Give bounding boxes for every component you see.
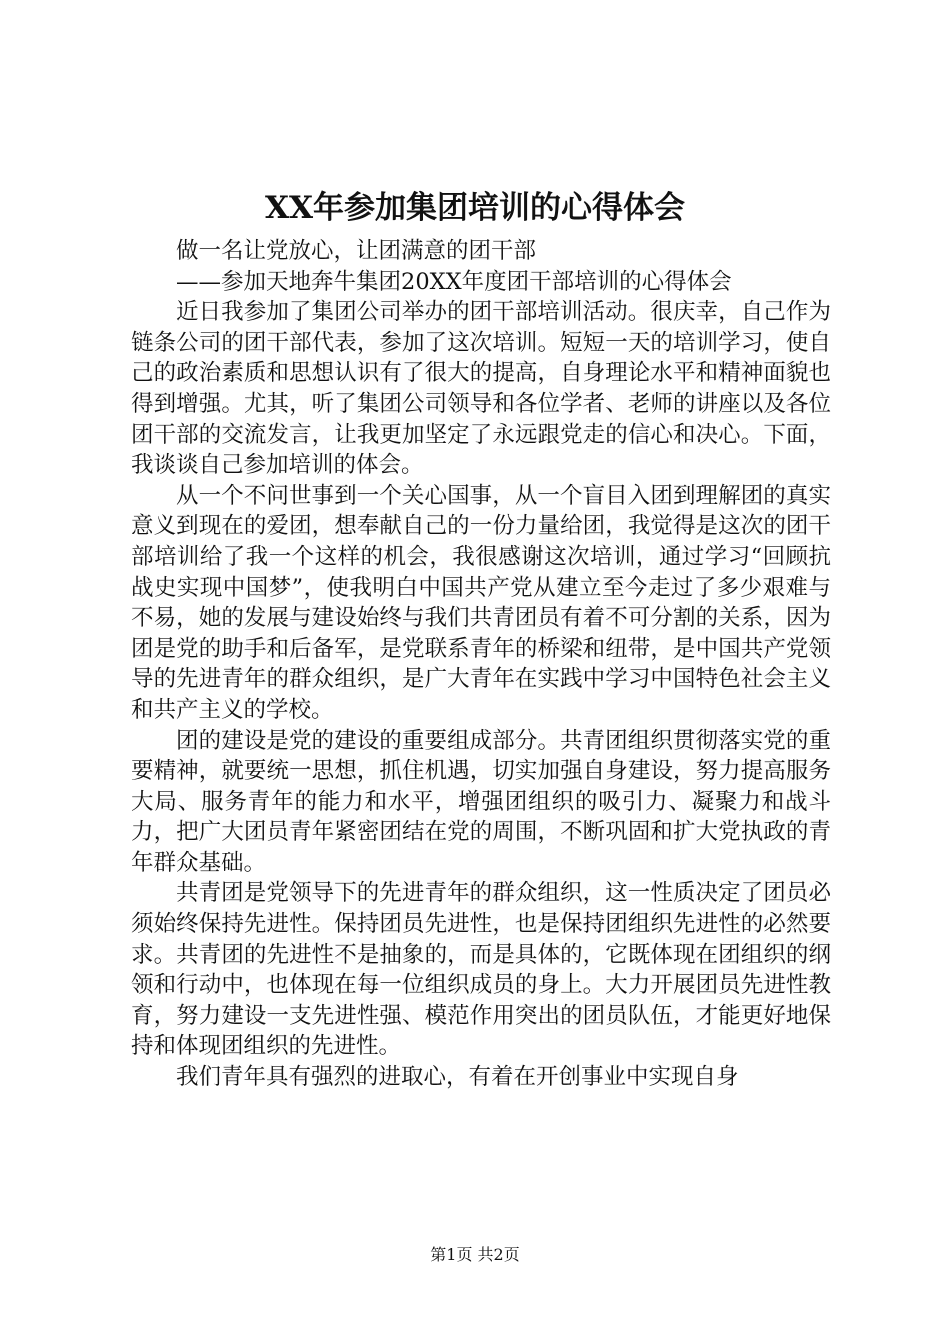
subtitle-line: 做一名让党放心，让团满意的团干部 [176, 238, 537, 264]
body-paragraph: 共青团是党领导下的先进青年的群众组织，这一性质决定了团员必须始终保持先进性。保持团员先进性，也是保持团组织先进性的必然要求。共青团的先进性不是抽象的，而是具体的，它既体现在团组织的纲领和行动中，也体现在每一位组织成员的身上。大力开展团员先进性教育，努力建设一支先进性强、模范作用突出的团员队伍，才能更好地保持和体现团组织的先进性。 [131, 880, 831, 1060]
body-paragraph: 从一个不问世事到一个关心国事，从一个盲目入团到理解团的真实意义到现在的爱团，想奉献自己的一份力量给团，我觉得是这次的团干部培训给了我一个这样的机会，我很感谢这次培训，通过学习“回顾抗战史实现中国梦”，使我明白中国共产党从建立至今走过了多少艰难与不易，她的发展与建设始终与我们共青团员有着不可分割的关系，因为团是党的助手和后备军，是党联系青年的桥梁和纽带，是中国共产党领导的先进青年的群众组织，是广大青年在实践中学习中国特色社会主义和共产主义的学校。 [131, 482, 831, 723]
page-number-footer: 第1页 共2页 [430, 1245, 520, 1264]
body-paragraph: 我们青年具有强烈的进取心，有着在开创事业中实现自身 [176, 1064, 739, 1091]
subtitle-line: ——参加天地奔牛集团20XX年度团干部培训的心得体会 [176, 268, 732, 295]
document-body [131, 236, 831, 1093]
body-paragraph: 近日我参加了集团公司举办的团干部培训活动。很庆幸，自己作为链条公司的团干部代表，参加了这次培训。短短一天的培训学习，使自己的政治素质和思想认识有了很大的提高，自身理论水平和精神面貌也得到增强。尤其，听了集团公司领导和各位学者、老师的讲座以及各位团干部的交流发言，让我更加坚定了永远跟党走的信心和决心。下面，我谈谈自己参加培训的体会。 [131, 299, 831, 479]
body-paragraph: 团的建设是党的建设的重要组成部分。共青团组织贯彻落实党的重要精神，就要统一思想，抓住机遇，切实加强自身建设，努力提高服务大局、服务青年的能力和水平，增强团组织的吸引力、凝聚力和战斗力，把广大团员青年紧密团结在党的周围，不断巩固和扩大党执政的青年群众基础。 [131, 727, 831, 876]
document-title: XX年参加集团培训的心得体会 [264, 190, 686, 226]
